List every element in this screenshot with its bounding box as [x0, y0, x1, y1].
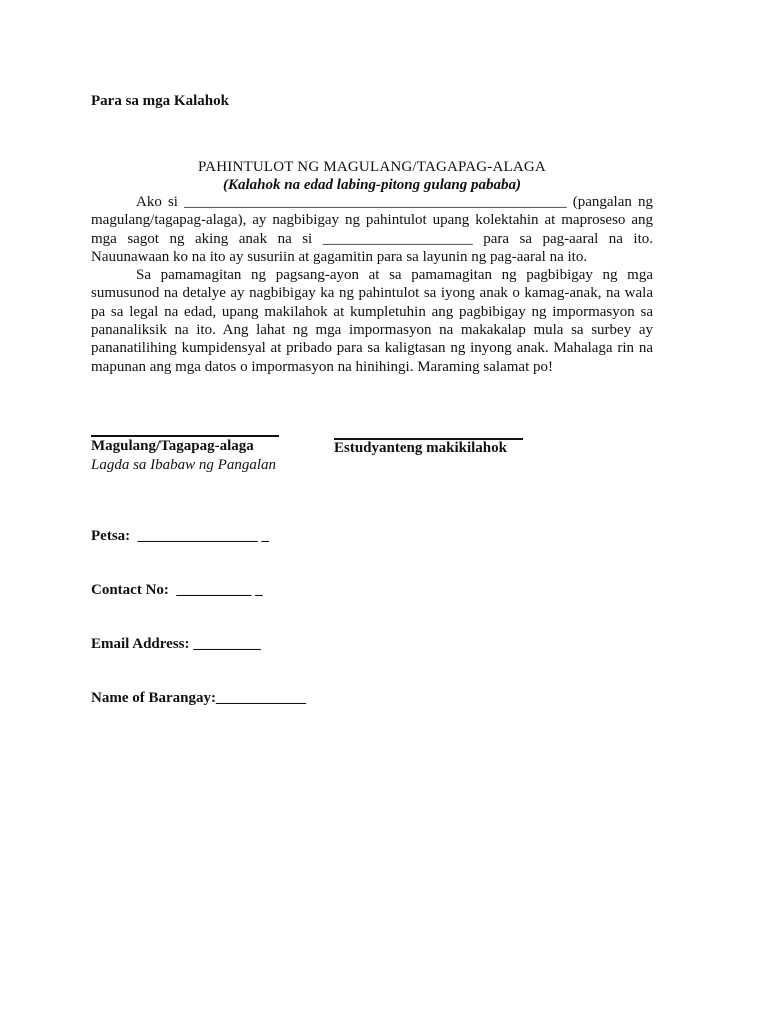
date-field: Petsa: ________________ _	[91, 528, 269, 544]
form-body	[91, 193, 653, 376]
consent-paragraph-1: Ako si ___________________________________________________ (pangalan ng magulang/tagapag-alaga), ay nagbibigay ng pahintulot upang kolektahin at maproseso ang mga sagot ng aking anak na si ____________________ para sa pag-aaral na ito. Nauunawaan ko na ito ay susuriin at gagamitin para sa layunin ng pag-aaral na ito.	[91, 194, 653, 265]
form-title: PAHINTULOT NG MAGULANG/TAGAPAG-ALAGA	[198, 159, 546, 175]
barangay-field: Name of Barangay:____________	[91, 690, 306, 706]
student-signature-label: Estudyanteng makikilahok	[334, 440, 507, 456]
form-subtitle: (Kalahok na edad labing-pitong gulang pababa)	[223, 177, 521, 193]
form-heading: Para sa mga Kalahok	[91, 93, 229, 109]
email-address-field: Email Address: _________	[91, 636, 261, 652]
consent-form-page	[91, 0, 653, 1024]
contact-number-field: Contact No: __________ _	[91, 582, 263, 598]
parent-signature-label: Magulang/Tagapag-alaga	[91, 438, 254, 454]
consent-paragraph-2: Sa pamamagitan ng pagsang-ayon at sa pamamagitan ng pagbibigay ng mga sumusunod na detalye ay nagbibigay ka ng pahintulot sa iyong anak o kamag-anak, na wala pa sa legal na edad, upang makilahok at kumpletuhin ang pagbibigay ng impormasyon sa pananaliksik na ito. Ang lahat ng mga impormasyon na makakalap mula sa surbey ay pananatilihing kumpidensyal at pribado para sa kaligtasan ng inyong anak. Mahalaga rin na mapunan ang mga datos o impormasyon na hinihingi. Maraming salamat po!	[91, 267, 653, 375]
parent-signature-instruction: Lagda sa Ibabaw ng Pangalan	[91, 457, 277, 473]
parent-signature-line	[91, 435, 279, 437]
contact-fields	[91, 491, 306, 743]
